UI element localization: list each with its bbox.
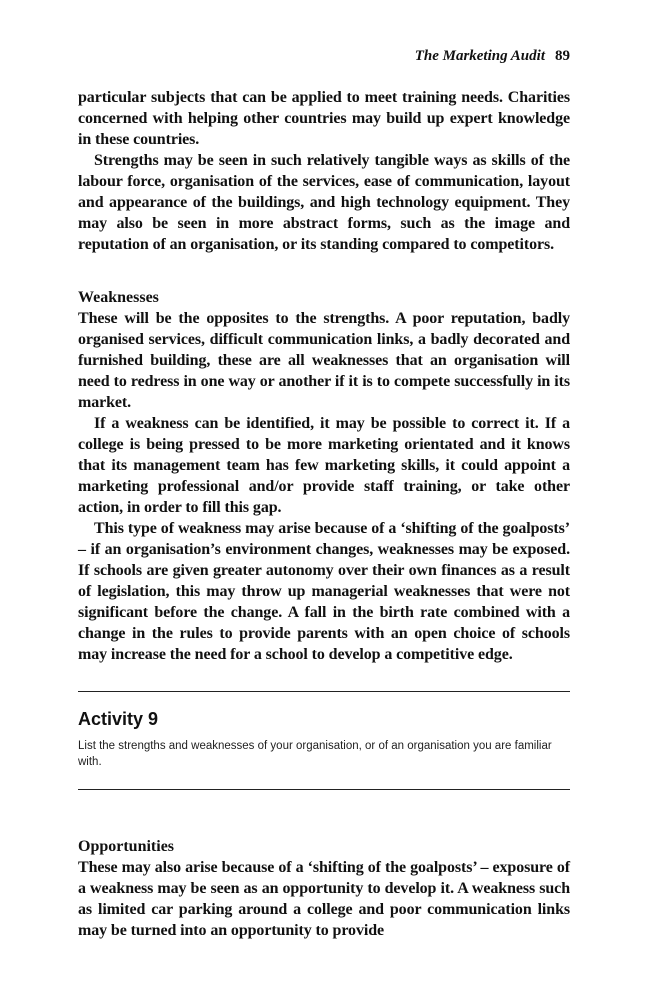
section-strengths-continued	[78, 87, 570, 255]
body-paragraph: These may also arise because of a ‘shifting of the goalposts’ – exposure of a weakness may be seen as an opportunity to develop it. A weakness such as limited car parking around a college and poor communication links may be turned into an opportunity to provide	[78, 859, 570, 939]
section-weaknesses	[78, 287, 570, 665]
running-head	[415, 48, 570, 65]
body-paragraph: particular subjects that can be applied to meet training needs. Charities concerned with helping other countries may build up expert knowledge in these countries.	[78, 89, 570, 148]
activity-instructions: List the strengths and weaknesses of your organisation, or of an organisation you are familiar with.	[78, 740, 552, 768]
page-number: 89	[555, 48, 570, 64]
section-opportunities	[78, 836, 570, 941]
body-paragraph: These will be the opposites to the strengths. A poor reputation, badly organised services, difficult communication links, a badly decorated and furnished building, these are all weaknesses that an organisation will need to redress in one way or another if it is to compete successfully in its market.	[78, 310, 570, 411]
running-head-title: The Marketing Audit	[414, 48, 545, 64]
activity-bottom-rule	[78, 789, 570, 790]
activity-title: Activity 9	[78, 709, 159, 729]
body-paragraph: Strengths may be seen in such relatively tangible ways as skills of the labour force, organisation of the services, ease of communication, layout and appearance of the buildings, and high technology equipment. They may also be seen in more abstract forms, such as the image and reputation of an organisation, or its standing compared to competitors.	[78, 152, 570, 253]
section-heading: Opportunities	[78, 838, 175, 855]
section-heading: Weaknesses	[78, 289, 159, 306]
body-paragraph: If a weakness can be identified, it may be possible to correct it. If a college is being pressed to be more marketing orientated and it knows that its management team has few marketing skills, it could appoint a marketing professional and/or provide staff training, or take other action, in order to fill this gap.	[78, 415, 570, 516]
book-page	[78, 0, 570, 1002]
activity-top-rule	[78, 691, 570, 692]
body-paragraph: This type of weakness may arise because of a ‘shifting of the goalposts’ – if an organisation’s environment changes, weaknesses may be exposed. If schools are given greater autonomy over their own finances as a result of legislation, this may throw up managerial weaknesses that were not significant before the change. A fall in the birth rate combined with a change in the rules to provide parents with an open choice of schools may increase the need for a school to develop a competitive edge.	[78, 520, 570, 663]
